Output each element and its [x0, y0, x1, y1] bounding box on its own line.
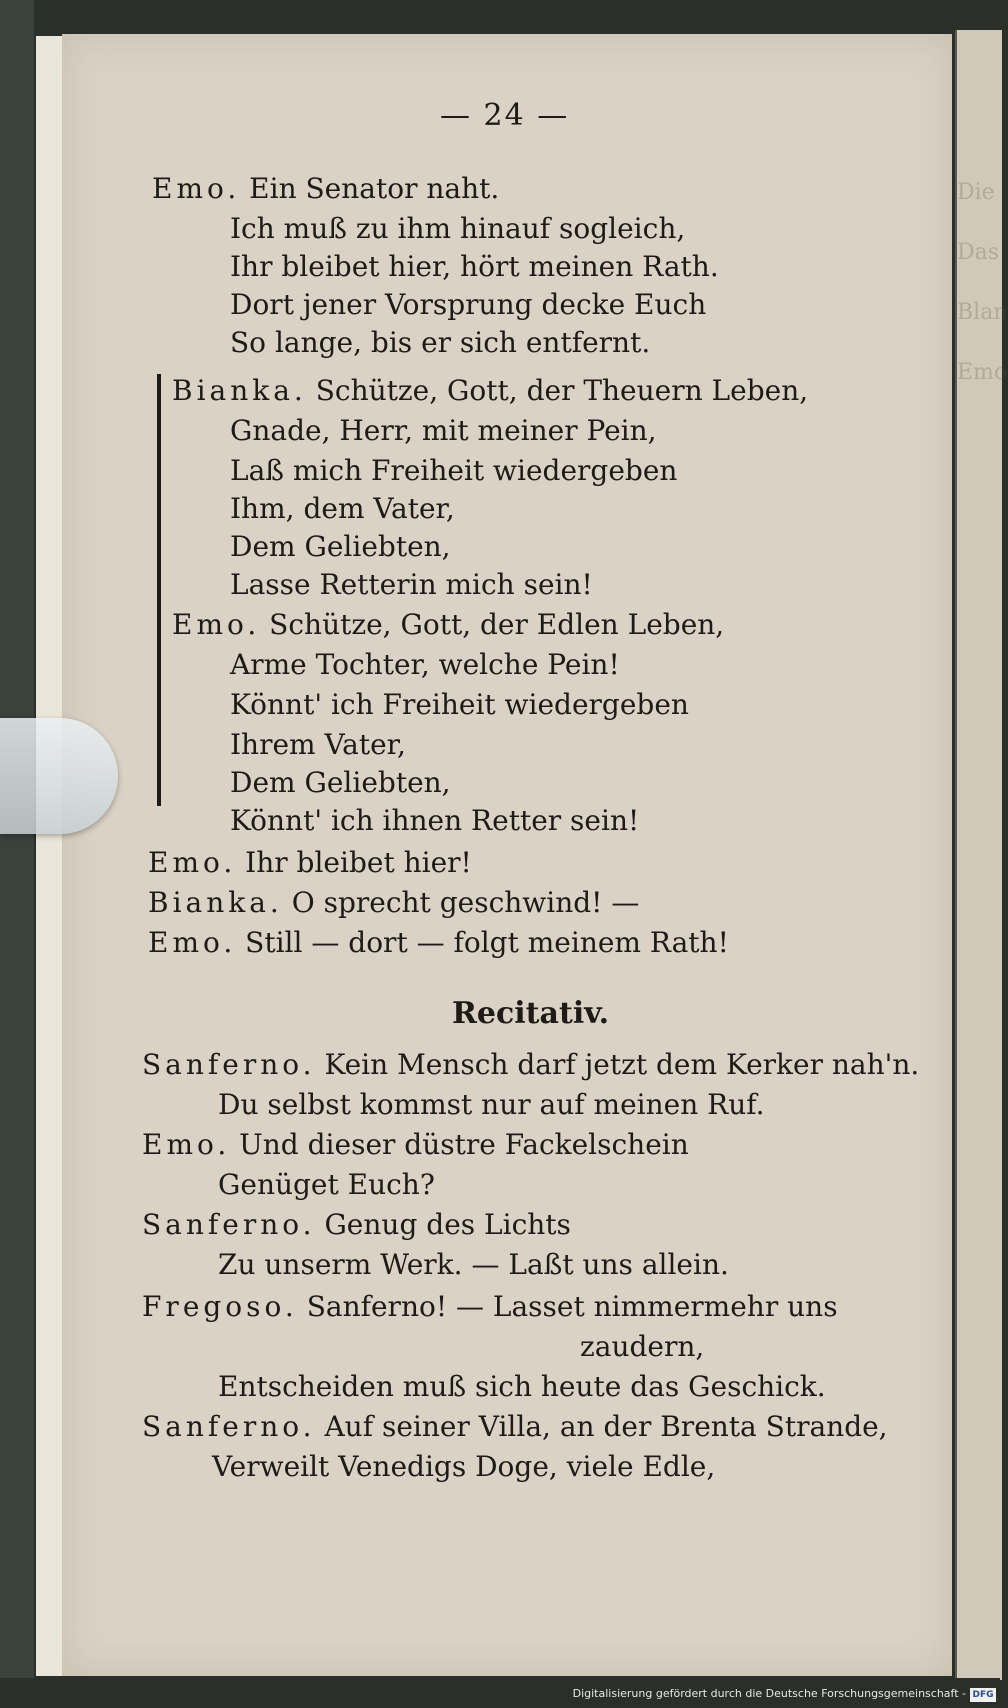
- text-line: Ihr bleibet hier, hört meinen Rath.: [230, 250, 719, 283]
- text-line: Dort jener Vorsprung decke Euch: [230, 288, 707, 321]
- text-line: Emo. Still — dort — folgt meinem Rath!: [148, 926, 729, 959]
- text-line: Lasse Retterin mich sein!: [230, 568, 593, 601]
- text-line: Fregoso. Sanferno! — Lasset nimmermehr uns: [142, 1290, 838, 1323]
- page-clip-holder: [0, 718, 118, 834]
- text-line: Sanferno. Genug des Lichts: [142, 1208, 571, 1241]
- text-line: Laß mich Freiheit wiedergeben: [230, 454, 678, 487]
- facing-page-edge: Die Das Blan Emo: [955, 30, 1002, 1680]
- section-heading: Recitativ.: [452, 996, 610, 1031]
- text-line: Emo. Ihr bleibet hier!: [148, 846, 472, 879]
- text-line: Dem Geliebten,: [230, 530, 451, 563]
- footer-bar: [0, 1678, 1000, 1708]
- text-line: Verweilt Venedigs Doge, viele Edle,: [212, 1450, 716, 1483]
- text-line: Zu unserm Werk. — Laßt uns allein.: [218, 1248, 729, 1281]
- text-line: Emo. Schütze, Gott, der Edlen Leben,: [172, 608, 725, 641]
- text-line: Ich muß zu ihm hinauf sogleich,: [230, 212, 686, 245]
- text-line: Könnt' ich ihnen Retter sein!: [230, 804, 640, 837]
- scan-background-left: [0, 0, 34, 1708]
- text-line: Gnade, Herr, mit meiner Pein,: [230, 414, 657, 447]
- text-line: So lange, bis er sich entfernt.: [230, 326, 651, 359]
- text-line: Emo. Ein Senator naht.: [152, 172, 500, 205]
- page-number: — 24 —: [440, 98, 570, 133]
- text-line: Du selbst kommst nur auf meinen Ruf.: [218, 1088, 765, 1121]
- bracket-line: [157, 374, 175, 806]
- text-line: Arme Tochter, welche Pein!: [230, 648, 620, 681]
- text-line: Sanferno. Auf seiner Villa, an der Brenta Strande,: [142, 1410, 888, 1443]
- text-line: Sanferno. Kein Mensch darf jetzt dem Kerker nah'n.: [142, 1048, 920, 1081]
- text-line: Bianka. Schütze, Gott, der Theuern Leben,: [172, 374, 809, 407]
- text-line: Ihrem Vater,: [230, 728, 406, 761]
- text-line: Genüget Euch?: [218, 1168, 435, 1201]
- text-line: Emo. Und dieser düstre Fackelschein: [142, 1128, 689, 1161]
- text-line: Bianka. O sprecht geschwind! —: [148, 886, 640, 919]
- dfg-logo: DFG: [970, 1688, 996, 1702]
- text-line: Ihm, dem Vater,: [230, 492, 455, 525]
- text-line: Entscheiden muß sich heute das Geschick.: [218, 1370, 826, 1403]
- text-line: zaudern,: [580, 1330, 705, 1363]
- text-line: Könnt' ich Freiheit wiedergeben: [230, 688, 689, 721]
- funding-credit: Digitalisierung gefördert durch die Deutsche Forschungsgemeinschaft -: [572, 1687, 966, 1700]
- text-line: Dem Geliebten,: [230, 766, 451, 799]
